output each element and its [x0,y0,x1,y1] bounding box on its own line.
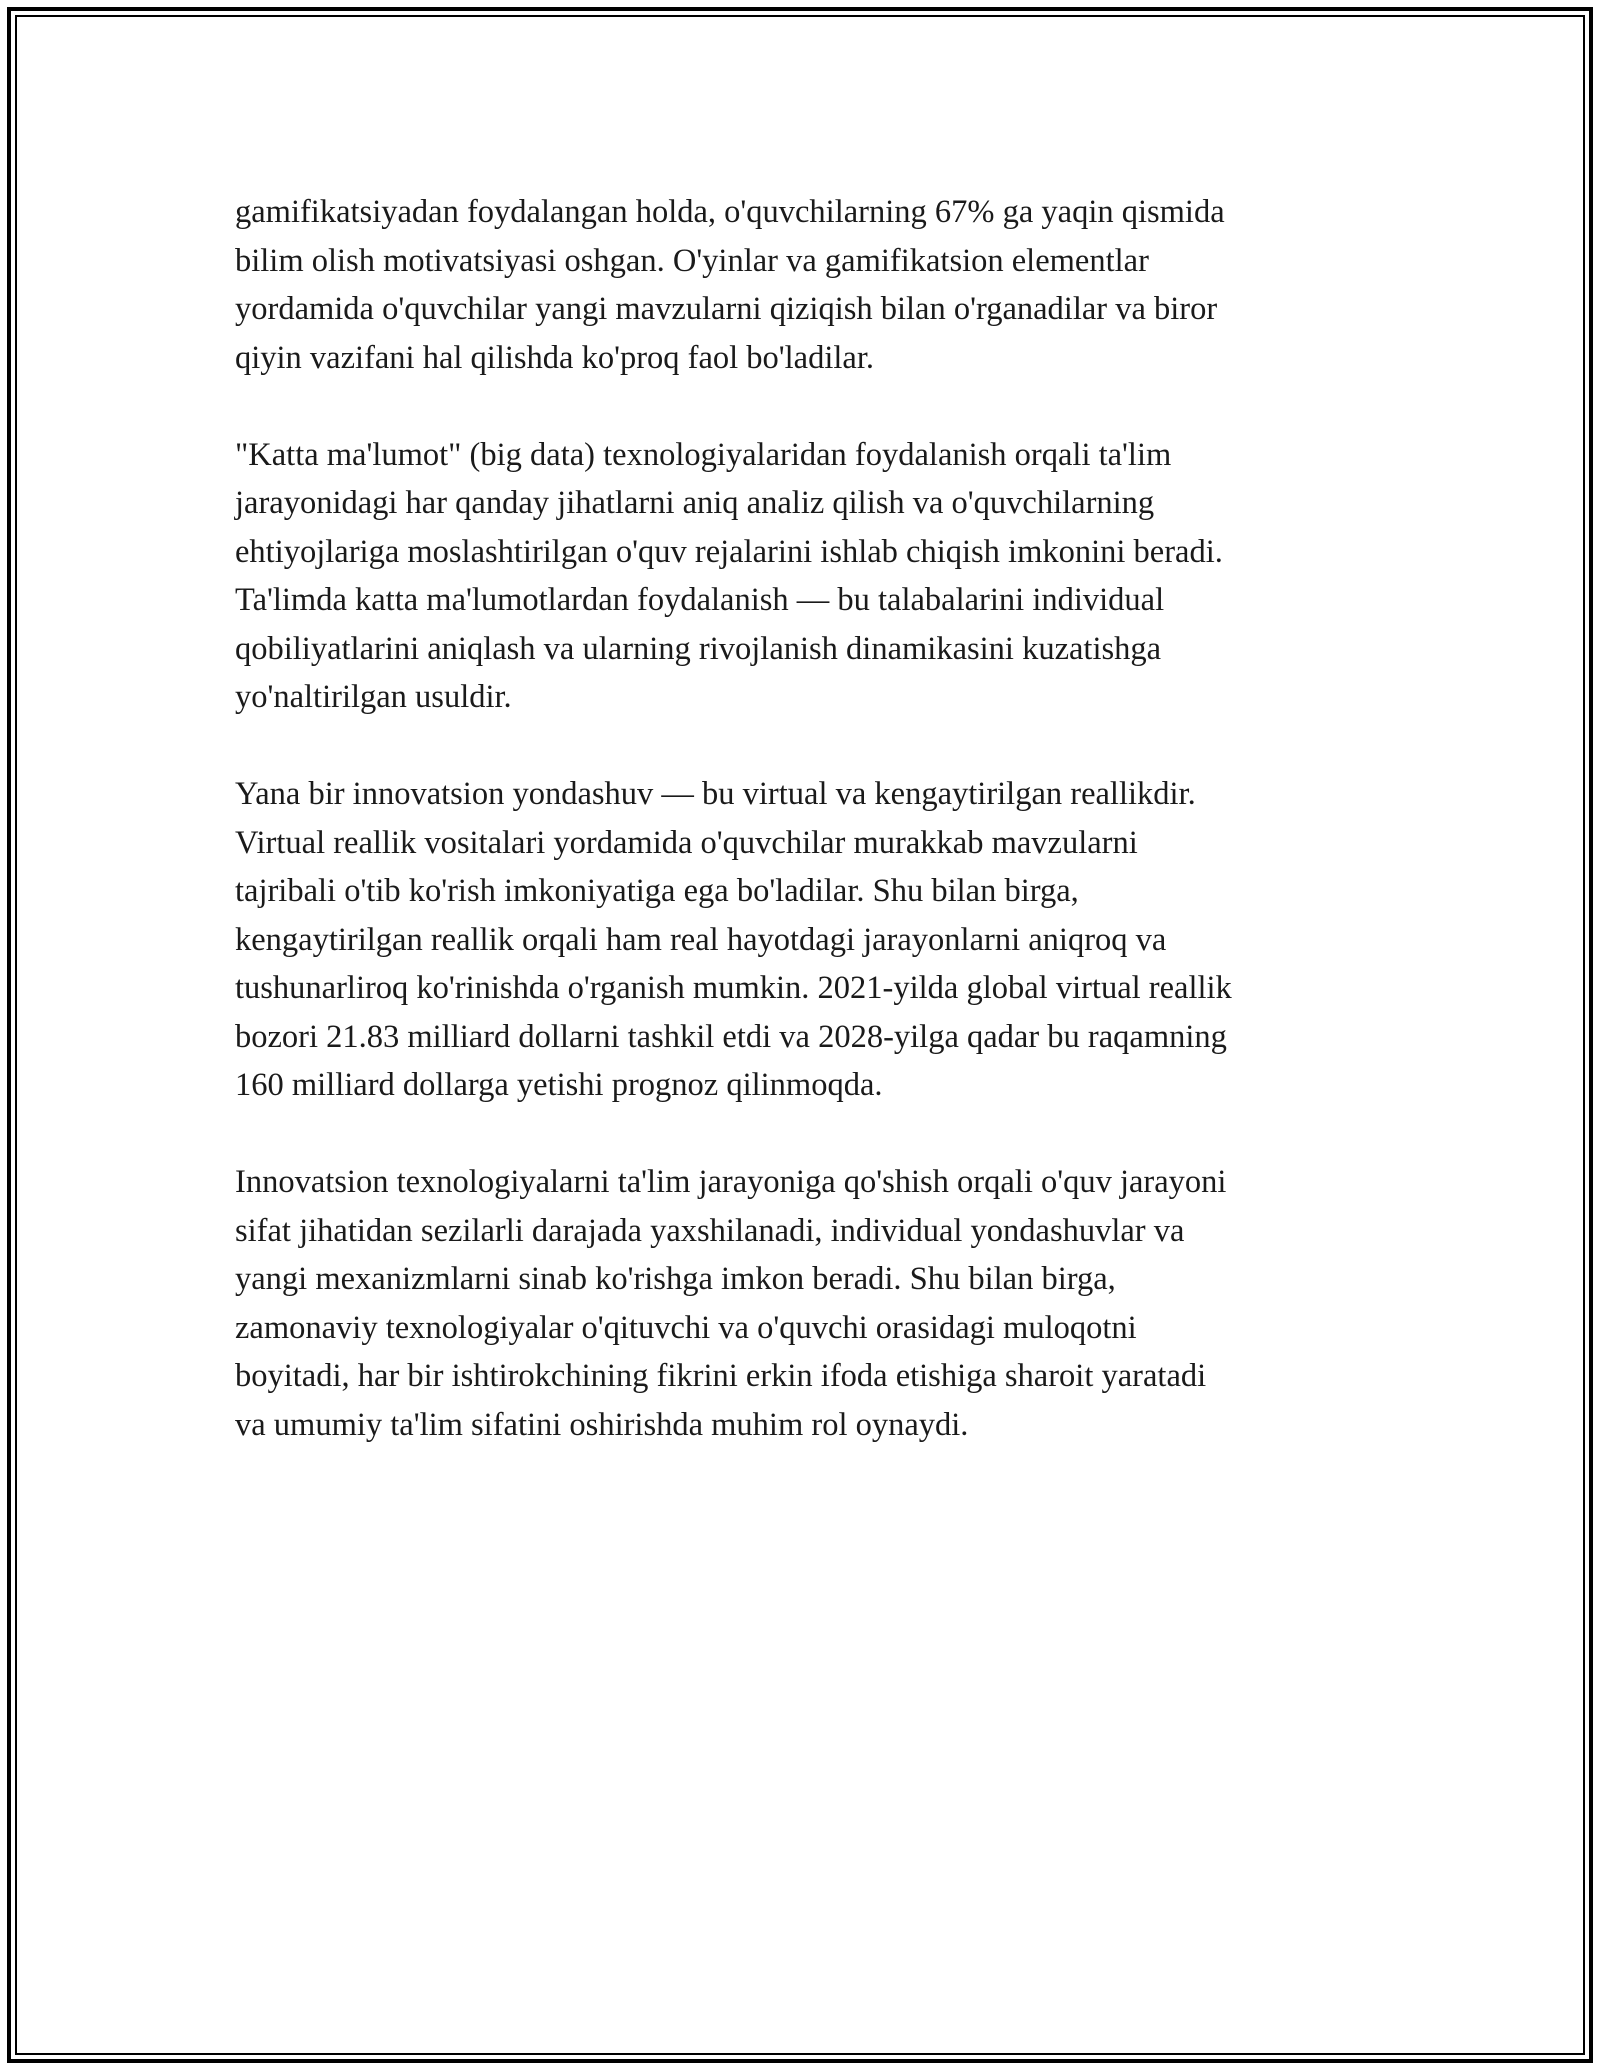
text-line: "Katta ma'lumot" (big data) texnologiyalaridan foydalanish orqali ta'lim [235,436,1172,473]
paragraph-big-data [235,431,1375,722]
text-line: bozori 21.83 milliard dollarni tashkil etdi va 2028-yilga qadar bu raqamning [235,1018,1227,1055]
text-line: qiyin vazifani hal qilishda ko'proq faol bo'ladilar. [235,339,874,376]
paragraph-gamification [235,188,1375,382]
text-line: qobiliyatlarini aniqlash va ularning rivojlanish dinamikasini kuzatishga [235,630,1162,667]
text-line: Ta'limda katta ma'lumotlardan foydalanish — bu talabalarini individual [235,582,1165,618]
text-line: sifat jihatidan sezilarli darajada yaxshilanadi, individual yondashuvlar va [235,1212,1185,1249]
text-line: yangi mexanizmlarni sinab ko'rishga imkon beradi. Shu bilan birga, [235,1261,1116,1297]
text-line: kengaytirilgan reallik orqali ham real hayotdagi jarayonlarni aniqroq va [235,921,1167,958]
text-line: bilim olish motivatsiyasi oshgan. O'yinlar va gamifikatsion elementlar [235,242,1149,279]
text-line: tajribali o'tib ko'rish imkoniyatiga ega bo'ladilar. Shu bilan birga, [235,873,1079,909]
text-line: zamonaviy texnologiyalar o'qituvchi va o'quvchi orasidagi muloqotni [235,1309,1137,1346]
text-line: jarayonidagi har qanday jihatlarni aniq analiz qilish va o'quvchilarning [235,485,1155,521]
text-line: boyitadi, har bir ishtirokchining fikrini erkin ifoda etishiga sharoit yaratadi [235,1358,1207,1394]
text-line: 160 milliard dollarga yetishi prognoz qilinmoqda. [235,1067,883,1103]
paragraph-conclusion [235,1158,1375,1449]
text-line: Yana bir innovatsion yondashuv — bu virtual va kengaytirilgan reallikdir. [235,776,1196,812]
paragraph-virtual-reality [235,770,1375,1110]
text-line: Virtual reallik vositalari yordamida o'quvchilar murakkab mavzularni [235,824,1138,861]
text-line: gamifikatsiyadan foydalangan holda, o'quvchilarning 67% ga yaqin qismida [235,194,1225,230]
text-line: ehtiyojlariga moslashtirilgan o'quv rejalarini ishlab chiqish imkonini beradi. [235,533,1223,570]
text-line: va umumiy ta'lim sifatini oshirishda muhim rol oynaydi. [235,1406,969,1443]
text-line: tushunarliroq ko'rinishda o'rganish mumkin. 2021-yilda global virtual reallik [235,970,1232,1006]
document-body [235,188,1375,1498]
text-line: yordamida o'quvchilar yangi mavzularni qiziqish bilan o'rganadilar va biror [235,291,1218,327]
text-line: Innovatsion texnologiyalarni ta'lim jarayoniga qo'shish orqali o'quv jarayoni [235,1164,1227,1200]
text-line: yo'naltirilgan usuldir. [235,679,512,715]
